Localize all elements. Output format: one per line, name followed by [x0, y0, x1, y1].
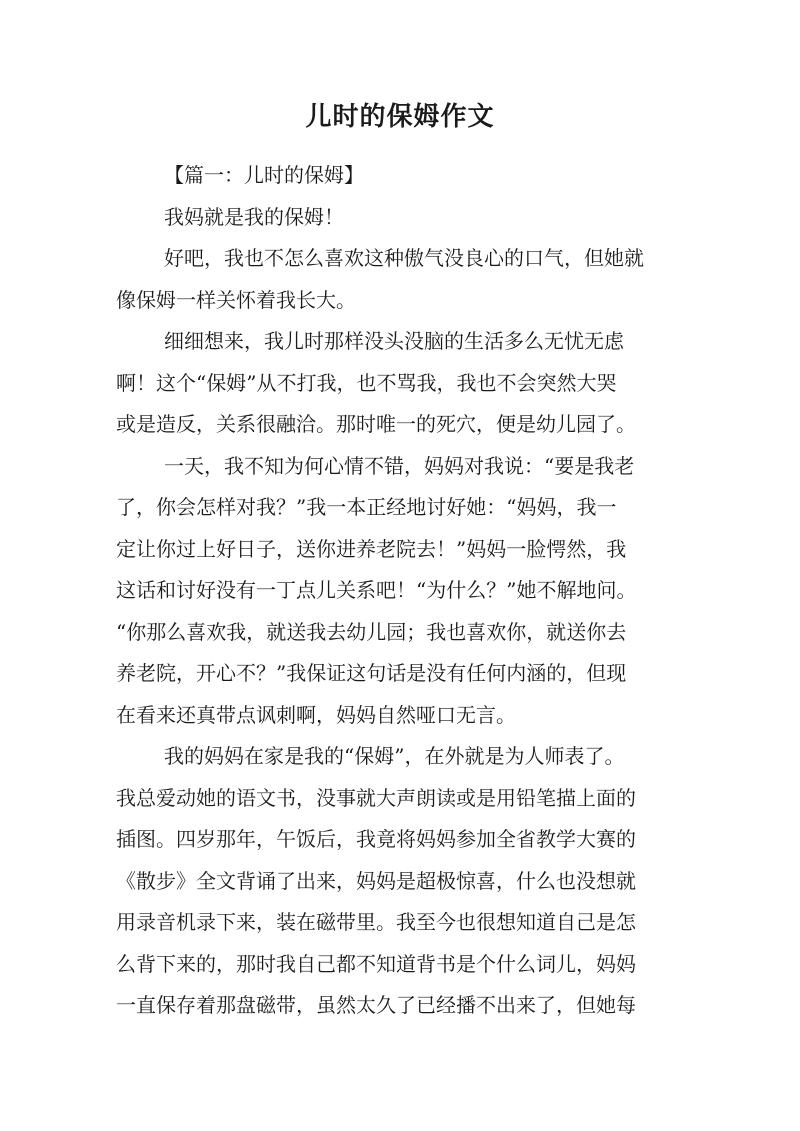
paragraph-line: 用录音机录下来，装在磁带里。我至今也很想知道自己是怎 — [116, 910, 636, 934]
paragraph-line: “你那么喜欢我，就送我去幼儿园；我也喜欢你，就送你去 — [116, 619, 627, 644]
paragraph-line: 定让你过上好日子，送你进养老院去！”妈妈一脸愕然，我 — [116, 536, 627, 561]
paragraph-line: 细细想来，我儿时那样没头没脑的生活多么无忧无虑 — [164, 329, 624, 353]
paragraph-line: 么背下来的，那时我自己都不知道背书是个什么词儿，妈妈 — [116, 951, 636, 976]
paragraph-line: 或是造反，关系很融洽。那时唯一的死穴，便是幼儿园了。 — [116, 412, 636, 436]
paragraph-line: 像保姆一样关怀着我长大。 — [116, 287, 356, 312]
document-title: 儿时的保姆作文 — [305, 102, 495, 132]
paragraph-line: 养老院，开心不？”我保证这句话是没有任何内涵的，但现 — [116, 661, 627, 685]
paragraph-line: 我的妈妈在家是我的“保姆”，在外就是为人师表了。 — [164, 744, 625, 768]
paragraph-line: 我总爱动她的语文书，没事就大声朗读或是用铅笔描上面的 — [116, 785, 636, 810]
paragraph-line: 插图。四岁那年，午饭后，我竟将妈妈参加全省教学大赛的 — [116, 827, 636, 851]
paragraph-line: 了，你会怎样对我？”我一本正经地讨好她：“妈妈，我一 — [116, 495, 617, 519]
paragraph-line: 在看来还真带点讽刺啊，妈妈自然哑口无言。 — [116, 702, 516, 727]
section-heading: 【篇一：儿时的保姆】 — [164, 163, 364, 187]
paragraph-line: 啊！这个“保姆”从不打我，也不骂我，我也不会突然大哭 — [116, 370, 617, 395]
document-body — [116, 155, 682, 1027]
paragraph-line: 好吧，我也不怎么喜欢这种傲气没良心的口气，但她就 — [164, 246, 644, 270]
paragraph-line: 这话和讨好没有一丁点儿关系吧！“为什么？”她不解地问。 — [116, 578, 637, 602]
paragraph-line: 《散步》全文背诵了出来，妈妈是超极惊喜，什么也没想就 — [116, 868, 636, 893]
paragraph-line: 一直保存着那盘磁带，虽然太久了已经播不出来了，但她每 — [116, 993, 636, 1017]
paragraph-line: 一天，我不知为何心情不错，妈妈对我说：“要是我老 — [164, 453, 635, 478]
paragraph-line: 我妈就是我的保姆！ — [164, 204, 344, 229]
